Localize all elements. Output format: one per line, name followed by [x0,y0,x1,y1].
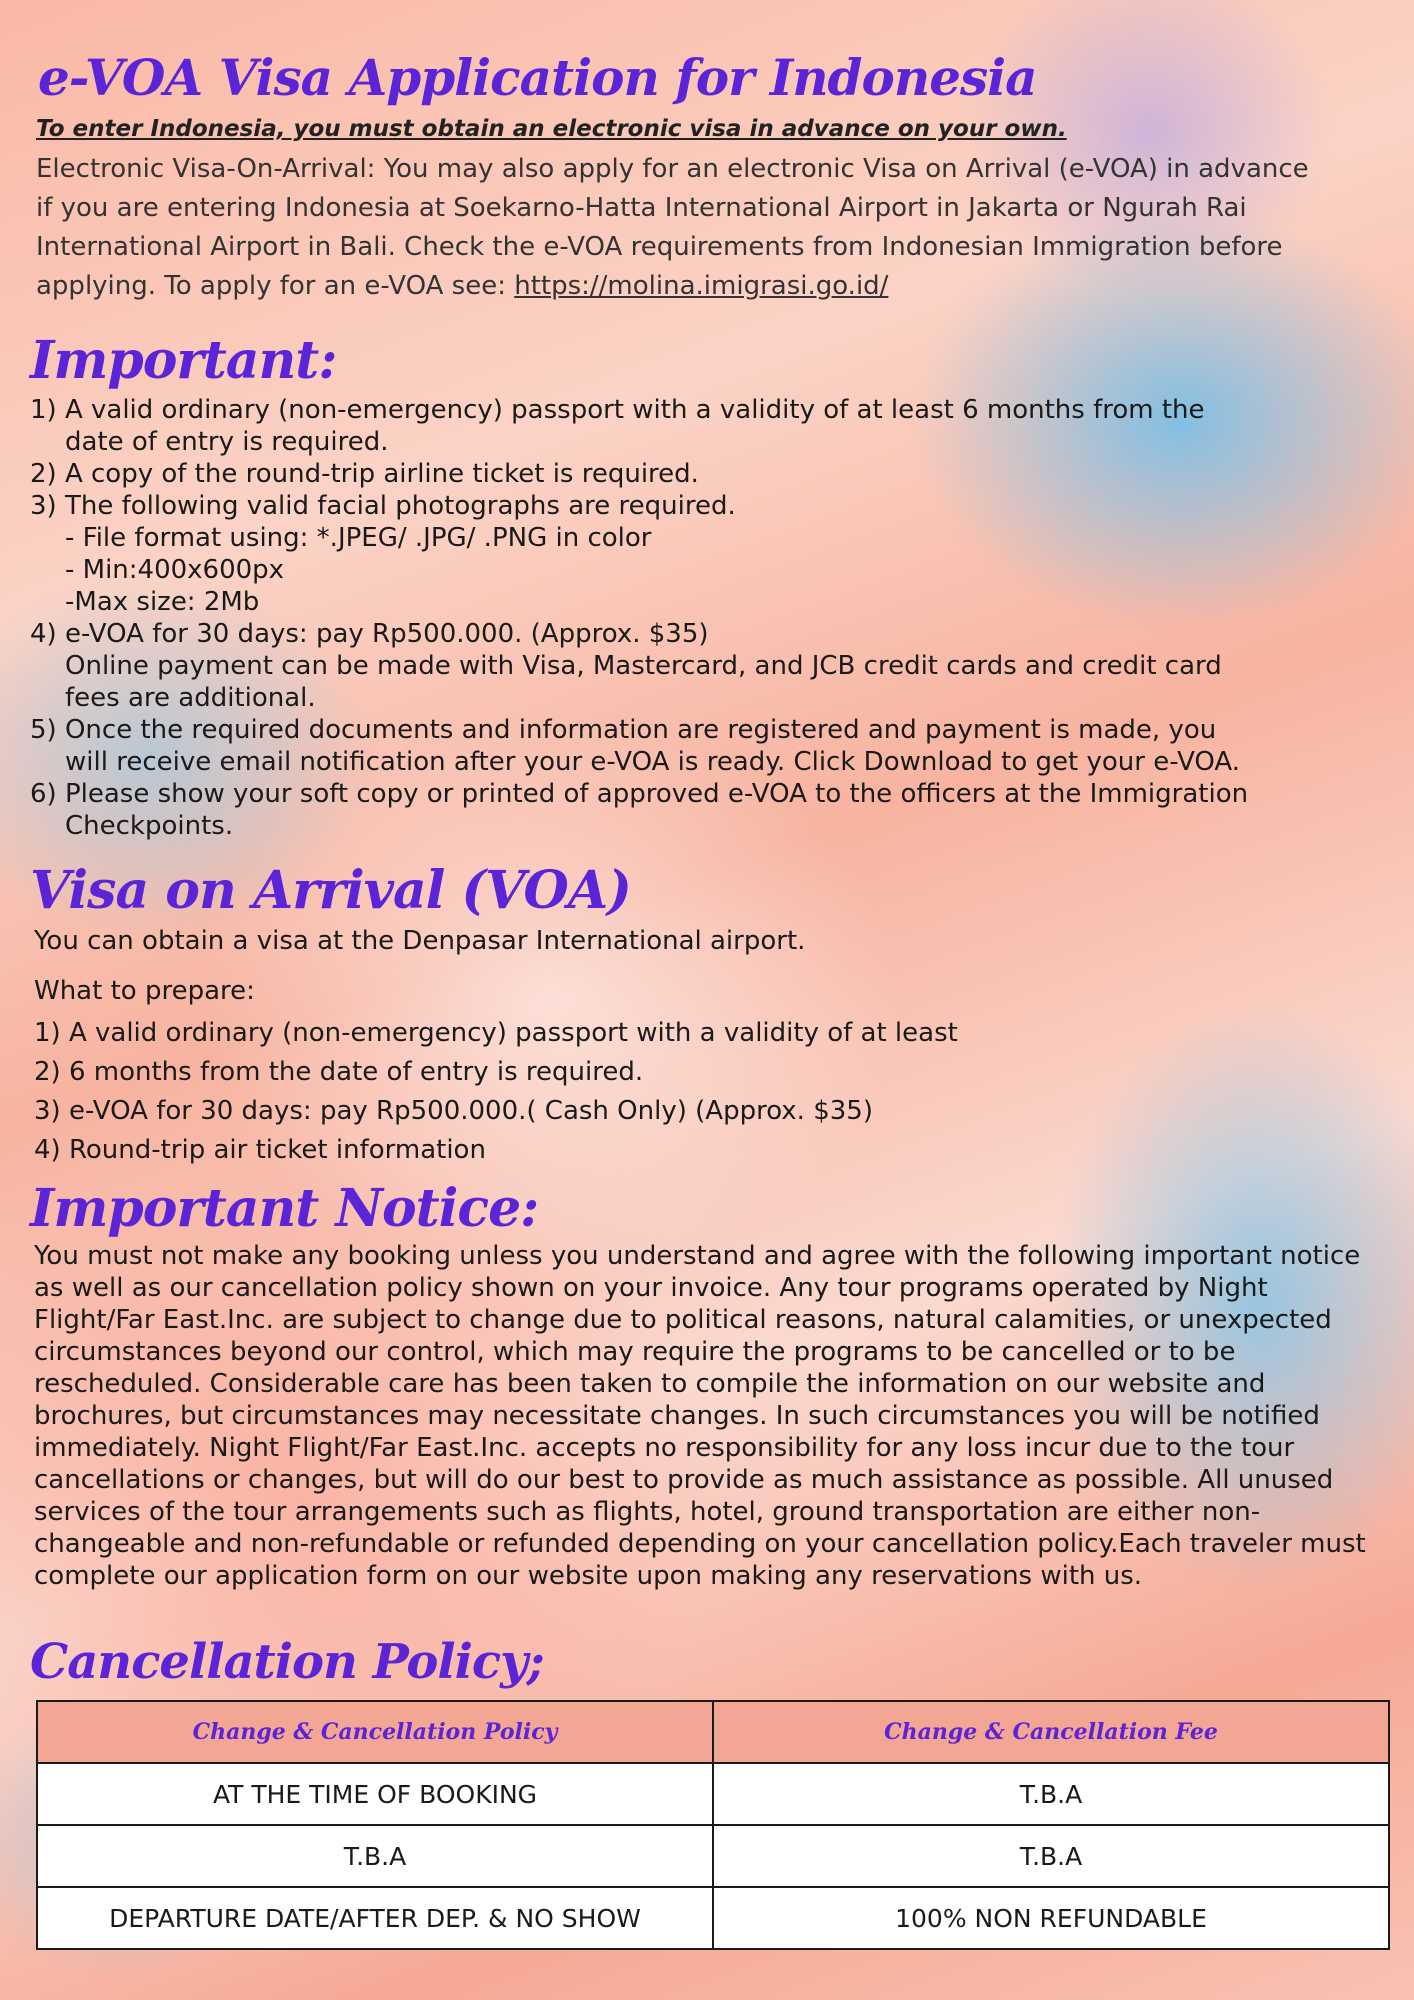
table-row [37,1763,1389,1825]
table-cell: DEPARTURE DATE/AFTER DEP. & NO SHOW [37,1887,713,1949]
voa-heading: Visa on Arrival (VOA) [30,860,631,921]
important-heading: Important: [30,330,337,391]
intro-lead: To enter Indonesia, you must obtain an electronic visa in advance on your own. [36,116,1067,142]
important-list [30,394,1390,842]
immigration-link[interactable]: https://molina.imigrasi.go.id/ [514,271,889,301]
column-header-fee: Change & Cancellation Fee [713,1701,1389,1763]
voa-prepare-label: What to prepare: [34,976,255,1006]
list-item: 2) 6 months from the date of entry is required. [34,1057,644,1087]
list-item: 2) A copy of the round-trip airline ticket is required. [30,459,699,489]
voa-list [34,1014,958,1170]
table-row [37,1825,1389,1887]
table-cell: AT THE TIME OF BOOKING [37,1763,713,1825]
intro-paragraph [36,150,1326,306]
list-item: 1) A valid ordinary (non-emergency) passport with a validity of at least [34,1018,958,1048]
notice-paragraph: You must not make any booking unless you understand and agree with the following important notice as well as our cancellation policy shown on your invoice. Any tour programs operated by Night Flight/Far East.Inc. are subject to change due to political reasons, natural calamities, or unexpected circumstances beyond our control, which may require the programs to be cancelled or to be rescheduled. Considerable care has been taken to compile the information on our website and brochures, but circumstances may necessitate changes. In such circumstances you will be notified immediately. Night Flight/Far East.Inc. accepts no responsibility for any loss incur due to the tour cancellations or changes, but will do our best to provide as much assistance as possible. All unused services of the tour arrangements such as flights, hotel, ground transportation are either non-changeable and non-refundable or refunded depending on your cancellation policy.Each traveler must complete our application form on our website upon making any reservations with us. [34,1241,1366,1591]
intro-text: Electronic Visa-On-Arrival: You may also apply for an electronic Visa on Arrival (e-VOA) in advance if you are entering Indonesia at Soekarno-Hatta International Airport in Jakarta or Ngurah Rai International Airport in Bali. Check the e-VOA requirements from Indonesian Immigration before applying. To apply for an e-VOA see: [36,154,1309,301]
list-item: 4) e-VOA for 30 days: pay Rp500.000. (Approx. $35) Online payment can be made with Visa, Mastercard, and JCB credit cards and credit card fees are additional. [30,619,1222,713]
table-cell: T.B.A [713,1763,1389,1825]
list-item: 5) Once the required documents and information are registered and payment is made, you will receive email notification after your e-VOA is ready. Click Download to get your e-VOA. [30,715,1241,777]
table-cell: T.B.A [37,1825,713,1887]
list-item: 4) Round-trip air ticket information [34,1135,486,1165]
list-item: 6) Please show your soft copy or printed of approved e-VOA to the officers at the Immigration Checkpoints. [30,779,1249,841]
voa-lead: You can obtain a visa at the Denpasar International airport. [34,926,806,956]
table-row [37,1887,1389,1949]
column-header-policy: Change & Cancellation Policy [37,1701,713,1763]
table-header-row [37,1701,1389,1763]
list-item: 3) e-VOA for 30 days: pay Rp500.000.( Cash Only) (Approx. $35) [34,1096,873,1126]
cancellation-table [36,1700,1390,1950]
list-item: 1) A valid ordinary (non-emergency) passport with a validity of at least 6 months from the date of entry is required. [30,395,1205,457]
cancellation-heading: Cancellation Policy; [30,1634,544,1690]
table-cell: T.B.A [713,1825,1389,1887]
notice-heading: Important Notice: [30,1178,539,1239]
list-item: 3) The following valid facial photographs are required. - File format using: *.JPEG/ .JPG/ .PNG in color - Min:400x600px -Max size: 2Mb [30,491,736,617]
page-title: e-VOA Visa Application for Indonesia [38,48,1037,107]
table-cell: 100% NON REFUNDABLE [713,1887,1389,1949]
